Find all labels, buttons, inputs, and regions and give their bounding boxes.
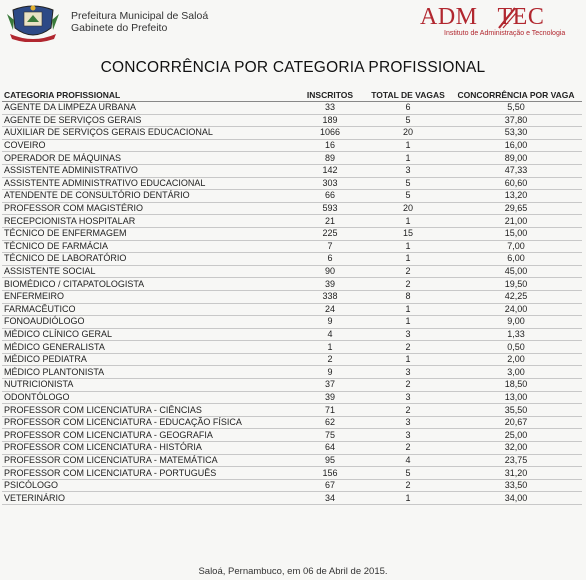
concorrencia-cell: 47,33 bbox=[450, 164, 582, 177]
vagas-cell: 15 bbox=[366, 227, 450, 240]
concorrencia-cell: 3,00 bbox=[450, 366, 582, 379]
vagas-cell: 1 bbox=[366, 316, 450, 329]
table-row bbox=[2, 379, 582, 392]
table-row bbox=[2, 265, 582, 278]
concorrencia-cell: 31,20 bbox=[450, 467, 582, 480]
column-header: CONCORRÊNCIA POR VAGA bbox=[450, 88, 582, 102]
inscritos-cell: 39 bbox=[294, 391, 366, 404]
vagas-cell: 1 bbox=[366, 353, 450, 366]
vagas-cell: 2 bbox=[366, 479, 450, 492]
inscritos-cell: 37 bbox=[294, 379, 366, 392]
table-row bbox=[2, 492, 582, 505]
concorrencia-cell: 5,50 bbox=[450, 102, 582, 115]
concorrencia-cell: 15,00 bbox=[450, 227, 582, 240]
inscritos-cell: 303 bbox=[294, 177, 366, 190]
category-cell: ASSISTENTE SOCIAL bbox=[2, 265, 294, 278]
concorrencia-cell: 19,50 bbox=[450, 278, 582, 291]
category-cell: PROFESSOR COM LICENCIATURA - MATEMÁTICA bbox=[2, 454, 294, 467]
inscritos-cell: 2 bbox=[294, 353, 366, 366]
inscritos-cell: 142 bbox=[294, 164, 366, 177]
concorrencia-cell: 89,00 bbox=[450, 152, 582, 165]
category-cell: PSICÓLOGO bbox=[2, 479, 294, 492]
concorrencia-cell: 25,00 bbox=[450, 429, 582, 442]
vagas-cell: 1 bbox=[366, 139, 450, 152]
vagas-cell: 20 bbox=[366, 202, 450, 215]
inscritos-cell: 338 bbox=[294, 290, 366, 303]
inscritos-cell: 95 bbox=[294, 454, 366, 467]
concorrencia-cell: 7,00 bbox=[450, 240, 582, 253]
vagas-cell: 3 bbox=[366, 328, 450, 341]
concorrencia-cell: 20,67 bbox=[450, 416, 582, 429]
category-cell: ASSISTENTE ADMINISTRATIVO bbox=[2, 164, 294, 177]
table-row bbox=[2, 479, 582, 492]
table-row bbox=[2, 102, 582, 115]
category-cell: ENFERMEIRO bbox=[2, 290, 294, 303]
column-header: TOTAL DE VAGAS bbox=[366, 88, 450, 102]
category-cell: PROFESSOR COM MAGISTÉRIO bbox=[2, 202, 294, 215]
inscritos-cell: 1066 bbox=[294, 127, 366, 140]
concorrencia-cell: 29,65 bbox=[450, 202, 582, 215]
concorrencia-cell: 6,00 bbox=[450, 253, 582, 266]
category-cell: ODONTÓLOGO bbox=[2, 391, 294, 404]
category-cell: MÉDICO PLANTONISTA bbox=[2, 366, 294, 379]
table-row bbox=[2, 253, 582, 266]
table-row bbox=[2, 328, 582, 341]
concorrencia-cell: 35,50 bbox=[450, 404, 582, 417]
inscritos-cell: 39 bbox=[294, 278, 366, 291]
concorrencia-cell: 32,00 bbox=[450, 442, 582, 455]
category-cell: VETERINÁRIO bbox=[2, 492, 294, 505]
category-cell: AUXILIAR DE SERVIÇOS GERAIS EDUCACIONAL bbox=[2, 127, 294, 140]
inscritos-cell: 225 bbox=[294, 227, 366, 240]
concorrencia-cell: 60,60 bbox=[450, 177, 582, 190]
table-row bbox=[2, 341, 582, 354]
inscritos-cell: 89 bbox=[294, 152, 366, 165]
vagas-cell: 1 bbox=[366, 152, 450, 165]
inscritos-cell: 21 bbox=[294, 215, 366, 228]
inscritos-cell: 6 bbox=[294, 253, 366, 266]
category-cell: OPERADOR DE MÁQUINAS bbox=[2, 152, 294, 165]
concorrencia-cell: 37,80 bbox=[450, 114, 582, 127]
category-cell: PROFESSOR COM LICENCIATURA - EDUCAÇÃO FÍSICA bbox=[2, 416, 294, 429]
category-cell: PROFESSOR COM LICENCIATURA - PORTUGUÊS bbox=[2, 467, 294, 480]
inscritos-cell: 593 bbox=[294, 202, 366, 215]
concorrencia-cell: 13,00 bbox=[450, 391, 582, 404]
category-cell: FONOAUDIÓLOGO bbox=[2, 316, 294, 329]
table-body bbox=[2, 102, 582, 505]
vagas-cell: 1 bbox=[366, 303, 450, 316]
concorrencia-cell: 53,30 bbox=[450, 127, 582, 140]
inscritos-cell: 67 bbox=[294, 479, 366, 492]
inscritos-cell: 71 bbox=[294, 404, 366, 417]
column-header: INSCRITOS bbox=[294, 88, 366, 102]
vagas-cell: 20 bbox=[366, 127, 450, 140]
inscritos-cell: 9 bbox=[294, 316, 366, 329]
vagas-cell: 3 bbox=[366, 391, 450, 404]
concorrencia-cell: 1,33 bbox=[450, 328, 582, 341]
concorrencia-cell: 9,00 bbox=[450, 316, 582, 329]
table-row bbox=[2, 278, 582, 291]
category-cell: COVEIRO bbox=[2, 139, 294, 152]
admtec-subtitle: Instituto de Administração e Tecnologia bbox=[444, 30, 566, 37]
table-row bbox=[2, 290, 582, 303]
vagas-cell: 5 bbox=[366, 467, 450, 480]
inscritos-cell: 189 bbox=[294, 114, 366, 127]
table-row bbox=[2, 316, 582, 329]
category-cell: MÉDICO PEDIATRA bbox=[2, 353, 294, 366]
concorrencia-cell: 34,00 bbox=[450, 492, 582, 505]
category-cell: NUTRICIONISTA bbox=[2, 379, 294, 392]
vagas-cell: 1 bbox=[366, 492, 450, 505]
inscritos-cell: 62 bbox=[294, 416, 366, 429]
category-cell: MÉDICO GENERALISTA bbox=[2, 341, 294, 354]
category-cell: ASSISTENTE ADMINISTRATIVO EDUCACIONAL bbox=[2, 177, 294, 190]
inscritos-cell: 66 bbox=[294, 190, 366, 203]
column-header: CATEGORIA PROFISSIONAL bbox=[2, 88, 294, 102]
category-cell: FARMACÊUTICO bbox=[2, 303, 294, 316]
table-row bbox=[2, 227, 582, 240]
category-cell: MÉDICO CLÍNICO GERAL bbox=[2, 328, 294, 341]
inscritos-cell: 75 bbox=[294, 429, 366, 442]
concorrencia-cell: 0,50 bbox=[450, 341, 582, 354]
category-cell: PROFESSOR COM LICENCIATURA - CIÊNCIAS bbox=[2, 404, 294, 417]
vagas-cell: 3 bbox=[366, 416, 450, 429]
table-row bbox=[2, 442, 582, 455]
vagas-cell: 3 bbox=[366, 366, 450, 379]
concorrencia-cell: 42,25 bbox=[450, 290, 582, 303]
vagas-cell: 8 bbox=[366, 290, 450, 303]
vagas-cell: 1 bbox=[366, 240, 450, 253]
admtec-slash-icon bbox=[497, 6, 517, 30]
concorrencia-cell: 18,50 bbox=[450, 379, 582, 392]
table-row bbox=[2, 416, 582, 429]
concorrencia-cell: 13,20 bbox=[450, 190, 582, 203]
gabinete-label: Gabinete do Prefeito bbox=[71, 22, 168, 34]
inscritos-cell: 7 bbox=[294, 240, 366, 253]
table-row bbox=[2, 177, 582, 190]
concorrencia-cell: 21,00 bbox=[450, 215, 582, 228]
vagas-cell: 3 bbox=[366, 429, 450, 442]
table-row bbox=[2, 164, 582, 177]
table-header-row bbox=[2, 88, 582, 102]
category-cell: TÉCNICO DE LABORATÓRIO bbox=[2, 253, 294, 266]
vagas-cell: 5 bbox=[366, 114, 450, 127]
vagas-cell: 3 bbox=[366, 164, 450, 177]
table-row bbox=[2, 139, 582, 152]
concorrencia-cell: 33,50 bbox=[450, 479, 582, 492]
category-cell: RECEPCIONISTA HOSPITALAR bbox=[2, 215, 294, 228]
table-row bbox=[2, 404, 582, 417]
vagas-cell: 1 bbox=[366, 253, 450, 266]
vagas-cell: 5 bbox=[366, 190, 450, 203]
inscritos-cell: 90 bbox=[294, 265, 366, 278]
concorrencia-cell: 45,00 bbox=[450, 265, 582, 278]
category-cell: TÉCNICO DE FARMÁCIA bbox=[2, 240, 294, 253]
inscritos-cell: 34 bbox=[294, 492, 366, 505]
inscritos-cell: 4 bbox=[294, 328, 366, 341]
inscritos-cell: 9 bbox=[294, 366, 366, 379]
table-row bbox=[2, 190, 582, 203]
vagas-cell: 2 bbox=[366, 404, 450, 417]
inscritos-cell: 156 bbox=[294, 467, 366, 480]
table-row bbox=[2, 467, 582, 480]
vagas-cell: 4 bbox=[366, 454, 450, 467]
table-row bbox=[2, 353, 582, 366]
document-header bbox=[0, 0, 586, 48]
table-row bbox=[2, 391, 582, 404]
vagas-cell: 5 bbox=[366, 177, 450, 190]
inscritos-cell: 24 bbox=[294, 303, 366, 316]
concorrencia-table bbox=[2, 88, 582, 505]
vagas-cell: 2 bbox=[366, 341, 450, 354]
inscritos-cell: 64 bbox=[294, 442, 366, 455]
admtec-logo bbox=[420, 4, 580, 40]
table-row bbox=[2, 366, 582, 379]
category-cell: BIOMÉDICO / CITAPATOLOGISTA bbox=[2, 278, 294, 291]
table-row bbox=[2, 202, 582, 215]
municipal-crest-icon bbox=[7, 4, 59, 42]
table-row bbox=[2, 429, 582, 442]
category-cell: ATENDENTE DE CONSULTÓRIO DENTÁRIO bbox=[2, 190, 294, 203]
prefeitura-name: Prefeitura Municipal de Saloá bbox=[71, 10, 209, 22]
vagas-cell: 2 bbox=[366, 442, 450, 455]
table-row bbox=[2, 303, 582, 316]
concorrencia-cell: 24,00 bbox=[450, 303, 582, 316]
vagas-cell: 6 bbox=[366, 102, 450, 115]
category-cell: PROFESSOR COM LICENCIATURA - GEOGRAFIA bbox=[2, 429, 294, 442]
concorrencia-cell: 16,00 bbox=[450, 139, 582, 152]
page-title: CONCORRÊNCIA POR CATEGORIA PROFISSIONAL bbox=[100, 59, 486, 76]
table-row bbox=[2, 114, 582, 127]
vagas-cell: 1 bbox=[366, 215, 450, 228]
vagas-cell: 2 bbox=[366, 379, 450, 392]
concorrencia-cell: 23,75 bbox=[450, 454, 582, 467]
admtec-logo-text: ADM TEC bbox=[420, 4, 545, 30]
vagas-cell: 2 bbox=[366, 278, 450, 291]
table-row bbox=[2, 152, 582, 165]
inscritos-cell: 1 bbox=[294, 341, 366, 354]
category-cell: AGENTE DE SERVIÇOS GERAIS bbox=[2, 114, 294, 127]
category-cell: AGENTE DA LIMPEZA URBANA bbox=[2, 102, 294, 115]
vagas-cell: 2 bbox=[366, 265, 450, 278]
category-cell: TÉCNICO DE ENFERMAGEM bbox=[2, 227, 294, 240]
category-cell: PROFESSOR COM LICENCIATURA - HISTÓRIA bbox=[2, 442, 294, 455]
concorrencia-cell: 2,00 bbox=[450, 353, 582, 366]
table-row bbox=[2, 127, 582, 140]
footer-date: Saloá, Pernambuco, em 06 de Abril de 2015. bbox=[198, 566, 388, 577]
table-row bbox=[2, 215, 582, 228]
table-row bbox=[2, 240, 582, 253]
table-row bbox=[2, 454, 582, 467]
inscritos-cell: 33 bbox=[294, 102, 366, 115]
inscritos-cell: 16 bbox=[294, 139, 366, 152]
